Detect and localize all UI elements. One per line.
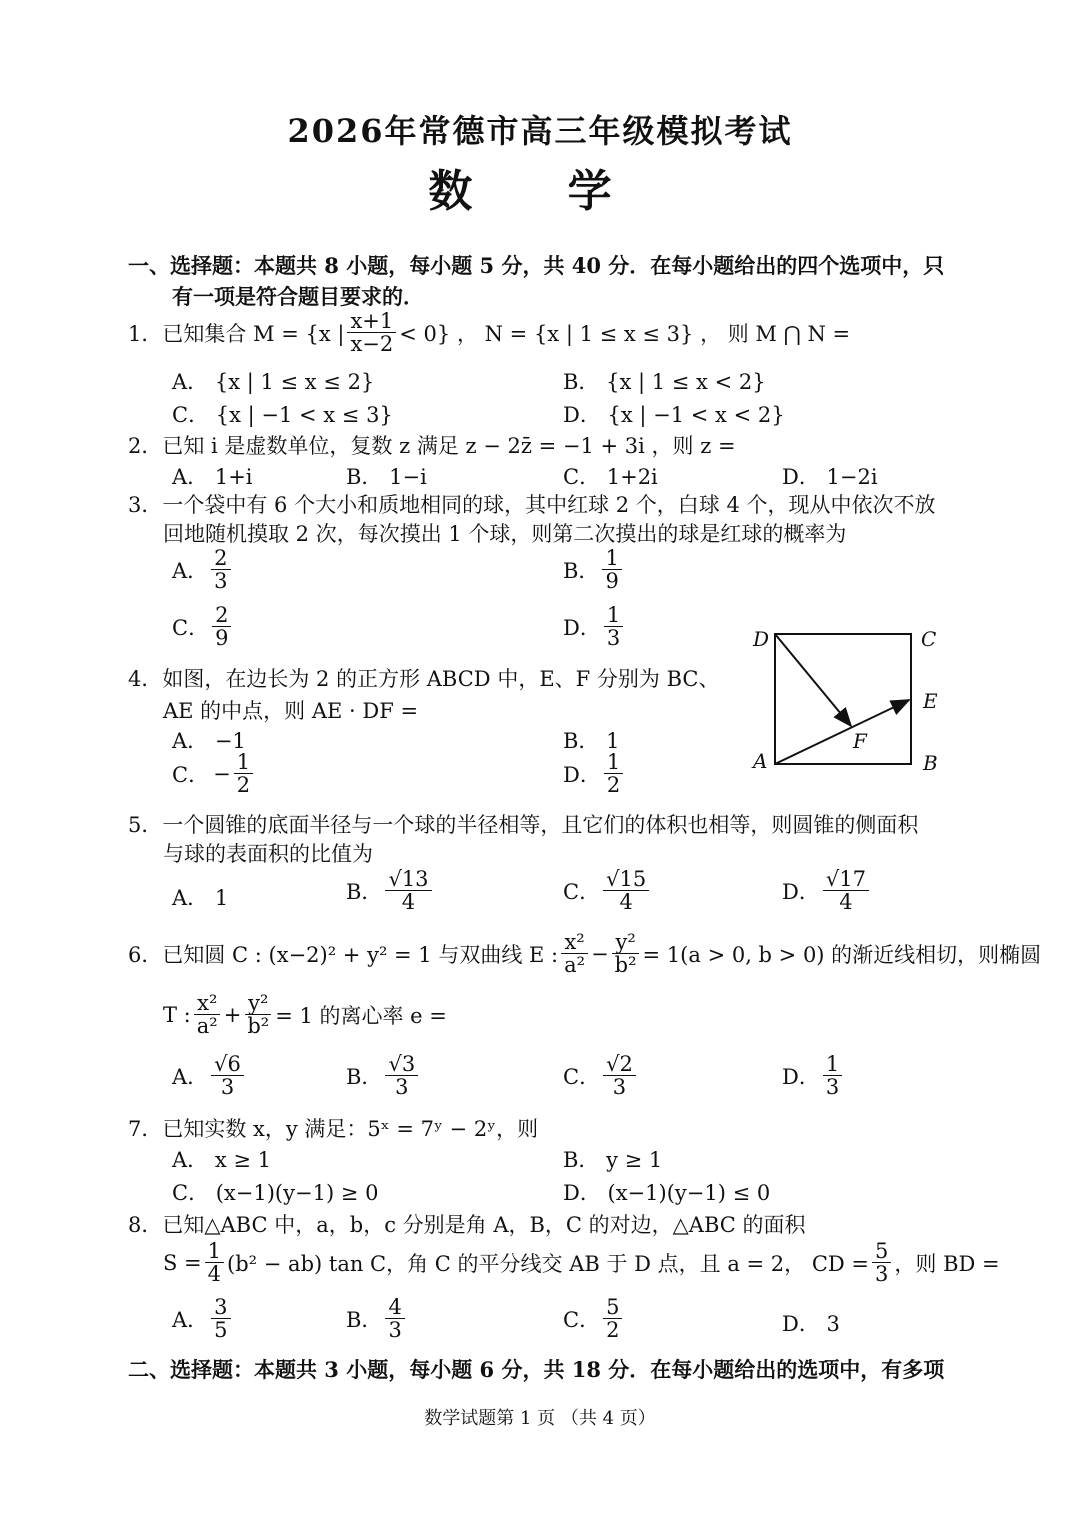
q3-d-den: 3 <box>606 626 621 651</box>
section2-heading-line1: 二、选择题：本题共 3 小题，每小题 6 分，共 18 分．在每小题给出的选项中，有多项 <box>128 1357 945 1382</box>
q3-a-num: 2 <box>211 547 230 570</box>
q8-c-num: 5 <box>603 1296 622 1319</box>
q3-option-d-label: D． <box>563 615 601 640</box>
q5-d-num: √17 <box>823 868 869 891</box>
q8-stem-line1: 8．已知△ABC 中，a，b，c 分别是角 A，B，C 的对边，△ABC 的面积 <box>128 1213 806 1237</box>
q8-b-den: 3 <box>388 1318 402 1343</box>
q6-plus: + <box>223 1002 242 1027</box>
q6-c-num: √2 <box>603 1053 636 1076</box>
q2-option-d: D． 1−2i <box>782 465 878 489</box>
q6-d-num: 1 <box>823 1053 842 1076</box>
q4-option-d-label: D． <box>563 762 601 787</box>
q6-f1-num: x² <box>561 931 587 954</box>
q6-f4-num: y² <box>245 992 271 1015</box>
q8-b-num: 4 <box>385 1296 404 1319</box>
section1-heading-line2: 有一项是符合题目要求的． <box>172 284 424 309</box>
q6-option-c-label: C． <box>563 1064 601 1089</box>
q6-a-num: √6 <box>211 1053 244 1076</box>
label-b: B <box>923 751 938 775</box>
q3-option-a-label: A． <box>172 558 209 583</box>
q1-option-a: A． {x | 1 ≤ x ≤ 2} <box>172 370 375 394</box>
q5-b-num: √13 <box>385 868 431 891</box>
q6-a-den: 3 <box>220 1075 235 1100</box>
q8-option-c <box>563 1296 625 1341</box>
q3-option-d <box>563 604 626 649</box>
exam-title: 2026年常德市高三年级模拟考试 <box>287 112 793 150</box>
q8-c-den: 2 <box>606 1318 620 1343</box>
q6-stem-line1 <box>128 931 1041 976</box>
q8-option-b <box>346 1296 408 1341</box>
q2-option-c: C． 1+2i <box>563 465 658 489</box>
q6-f3-den: a² <box>196 1014 218 1039</box>
q5-d-den: 4 <box>839 890 853 915</box>
q6-f4-den: b² <box>247 1014 270 1039</box>
q1-option-d: D． {x | −1 < x < 2} <box>563 403 785 427</box>
q6-option-b-label: B． <box>346 1064 383 1089</box>
q4-d-num: 1 <box>604 751 623 774</box>
q8-option-b-label: B． <box>346 1307 383 1332</box>
q5-c-num: √15 <box>603 868 649 891</box>
q7-option-d: D． (x−1)(y−1) ≤ 0 <box>563 1181 771 1205</box>
q7-stem: 7．已知实数 x，y 满足：5ˣ = 7ʸ − 2ʸ，则 <box>128 1117 539 1141</box>
q1-option-c: C． {x | −1 < x ≤ 3} <box>172 403 393 427</box>
q3-option-c-label: C． <box>172 615 210 640</box>
q3-option-b <box>563 547 625 592</box>
q2-option-b: B． 1−i <box>346 465 427 489</box>
q6-line2b: = 1 的离心率 e = <box>275 1003 447 1028</box>
label-e: E <box>923 689 938 713</box>
section1-heading-line1: 一、选择题：本题共 8 小题，每小题 5 分，共 40 分．在每小题给出的四个选项中，只 <box>128 253 945 278</box>
label-a: A <box>753 749 768 773</box>
q8-l2c: ，则 BD = <box>894 1251 1000 1276</box>
q8-l2-den: 4 <box>207 1262 222 1287</box>
q3-stem-line1: 3．一个袋中有 6 个大小和质地相同的球，其中红球 2 个，白球 4 个，现从中依次不放 <box>128 493 936 517</box>
q5-option-a: A． 1 <box>172 886 229 910</box>
q3-b-num: 1 <box>602 547 621 570</box>
q8-a-den: 5 <box>214 1318 228 1343</box>
q5-option-b <box>346 868 435 913</box>
q4-option-b: B． 1 <box>563 729 620 753</box>
q8-cd-den: 3 <box>875 1262 889 1287</box>
page-footer: 数学试题第 1 页 （共 4 页） <box>424 1408 656 1429</box>
q4-c-den: 2 <box>236 773 251 798</box>
q6-line1a: 6．已知圆 C : (x−2)² + y² = 1 与双曲线 E : <box>128 942 559 967</box>
q4-stem-line1: 4．如图，在边长为 2 的正方形 ABCD 中，E、F 分别为 BC、 <box>128 667 720 691</box>
q4-square-figure <box>745 620 955 780</box>
q6-b-den: 3 <box>395 1075 409 1100</box>
label-f: F <box>853 729 867 753</box>
q6-option-a <box>172 1053 247 1098</box>
q8-cd-num: 5 <box>872 1240 891 1263</box>
q1-stem-a: 已知集合 M = {x | <box>162 321 345 346</box>
q5-option-d <box>782 868 872 913</box>
q6-line2a: T : <box>163 1002 191 1027</box>
label-c: C <box>921 627 937 651</box>
q5-stem-line1: 5．一个圆锥的底面半径与一个球的半径相等，且它们的体积也相等，则圆锥的侧面积 <box>128 813 919 837</box>
q4-option-c-sign: − <box>213 761 231 786</box>
q6-stem-line2 <box>163 992 447 1037</box>
q4-stem-line2: AE 的中点，则 AE · DF = <box>163 699 419 723</box>
q3-option-c <box>172 604 234 649</box>
q6-d-den: 3 <box>825 1075 840 1100</box>
q8-l2b: (b² − ab) tan C，角 C 的平分线交 AB 于 D 点，且 a = 2， CD = <box>227 1251 870 1276</box>
q3-a-den: 3 <box>214 569 228 594</box>
q5-c-den: 4 <box>619 890 633 915</box>
q6-line1b: = 1(a > 0, b > 0) 的渐近线相切，则椭圆 <box>642 942 1042 967</box>
q6-option-a-label: A． <box>172 1064 209 1089</box>
q6-f1-den: a² <box>564 953 586 978</box>
q8-stem-line2 <box>163 1240 1000 1285</box>
q1-stem-b: < 0} ， N = {x | 1 ≤ x ≤ 3} ， 则 M ⋂ N = <box>399 321 851 346</box>
q3-stem-line2: 回地随机摸取 2 次，每次摸出 1 个球，则第二次摸出的球是红球的概率为 <box>163 522 847 546</box>
vector-df <box>775 634 851 726</box>
q5-stem-line2: 与球的表面积的比值为 <box>163 842 373 866</box>
vector-ae <box>775 700 909 764</box>
q6-minus: − <box>591 941 609 966</box>
q3-option-b-label: B． <box>563 558 600 583</box>
q3-b-den: 9 <box>605 569 619 594</box>
q6-option-d-label: D． <box>782 1064 820 1089</box>
q6-f2-den: b² <box>614 953 637 978</box>
q6-f3-num: x² <box>194 992 220 1015</box>
q5-option-c <box>563 868 652 913</box>
q5-option-b-label: B． <box>346 879 383 904</box>
label-d: D <box>753 627 770 651</box>
subject-title: 数 学 <box>428 166 652 217</box>
q5-option-d-label: D． <box>782 879 820 904</box>
q1-fraction <box>347 310 396 355</box>
q3-c-den: 9 <box>215 626 229 651</box>
q3-d-num: 1 <box>604 604 623 627</box>
q6-option-b <box>346 1053 421 1098</box>
q1-number: 1． <box>128 321 163 346</box>
q6-b-num: √3 <box>385 1053 418 1076</box>
q7-option-a: A． x ≥ 1 <box>172 1148 271 1172</box>
q6-option-c <box>563 1053 639 1098</box>
q5-b-den: 4 <box>401 890 416 915</box>
q4-option-c <box>172 751 256 796</box>
q7-option-b: B． y ≥ 1 <box>563 1148 663 1172</box>
q4-c-num: 1 <box>234 751 253 774</box>
q2-option-a: A． 1+i <box>172 465 253 489</box>
q2-stem: 2．已知 i 是虚数单位，复数 z 满足 z − 2z̄ = −1 + 3i ，则 z = <box>128 434 736 458</box>
q6-f2-num: y² <box>612 931 638 954</box>
q7-option-c: C． (x−1)(y−1) ≥ 0 <box>172 1181 379 1205</box>
q4-d-den: 2 <box>606 773 621 798</box>
q4-option-a: A． −1 <box>172 729 246 753</box>
q5-option-c-label: C． <box>563 879 601 904</box>
square-abcd <box>775 634 911 764</box>
q8-option-d: D． 3 <box>782 1312 840 1336</box>
q1-option-b: B． {x | 1 ≤ x < 2} <box>563 370 766 394</box>
q8-a-num: 3 <box>211 1296 230 1319</box>
q4-option-d <box>563 751 626 796</box>
q8-option-a-label: A． <box>172 1307 209 1332</box>
q4-option-c-label: C． <box>172 762 210 787</box>
q6-c-den: 3 <box>612 1075 627 1100</box>
q1-frac-den: x−2 <box>350 332 394 357</box>
q3-option-a <box>172 547 234 592</box>
q6-option-d <box>782 1053 845 1098</box>
q3-c-num: 2 <box>212 604 231 627</box>
q8-l2a: S = <box>163 1250 202 1275</box>
q8-option-a <box>172 1296 234 1341</box>
q1-stem <box>128 310 850 355</box>
q8-l2-num: 1 <box>205 1240 224 1263</box>
q8-option-c-label: C． <box>563 1307 601 1332</box>
q1-frac-num: x+1 <box>347 310 396 333</box>
